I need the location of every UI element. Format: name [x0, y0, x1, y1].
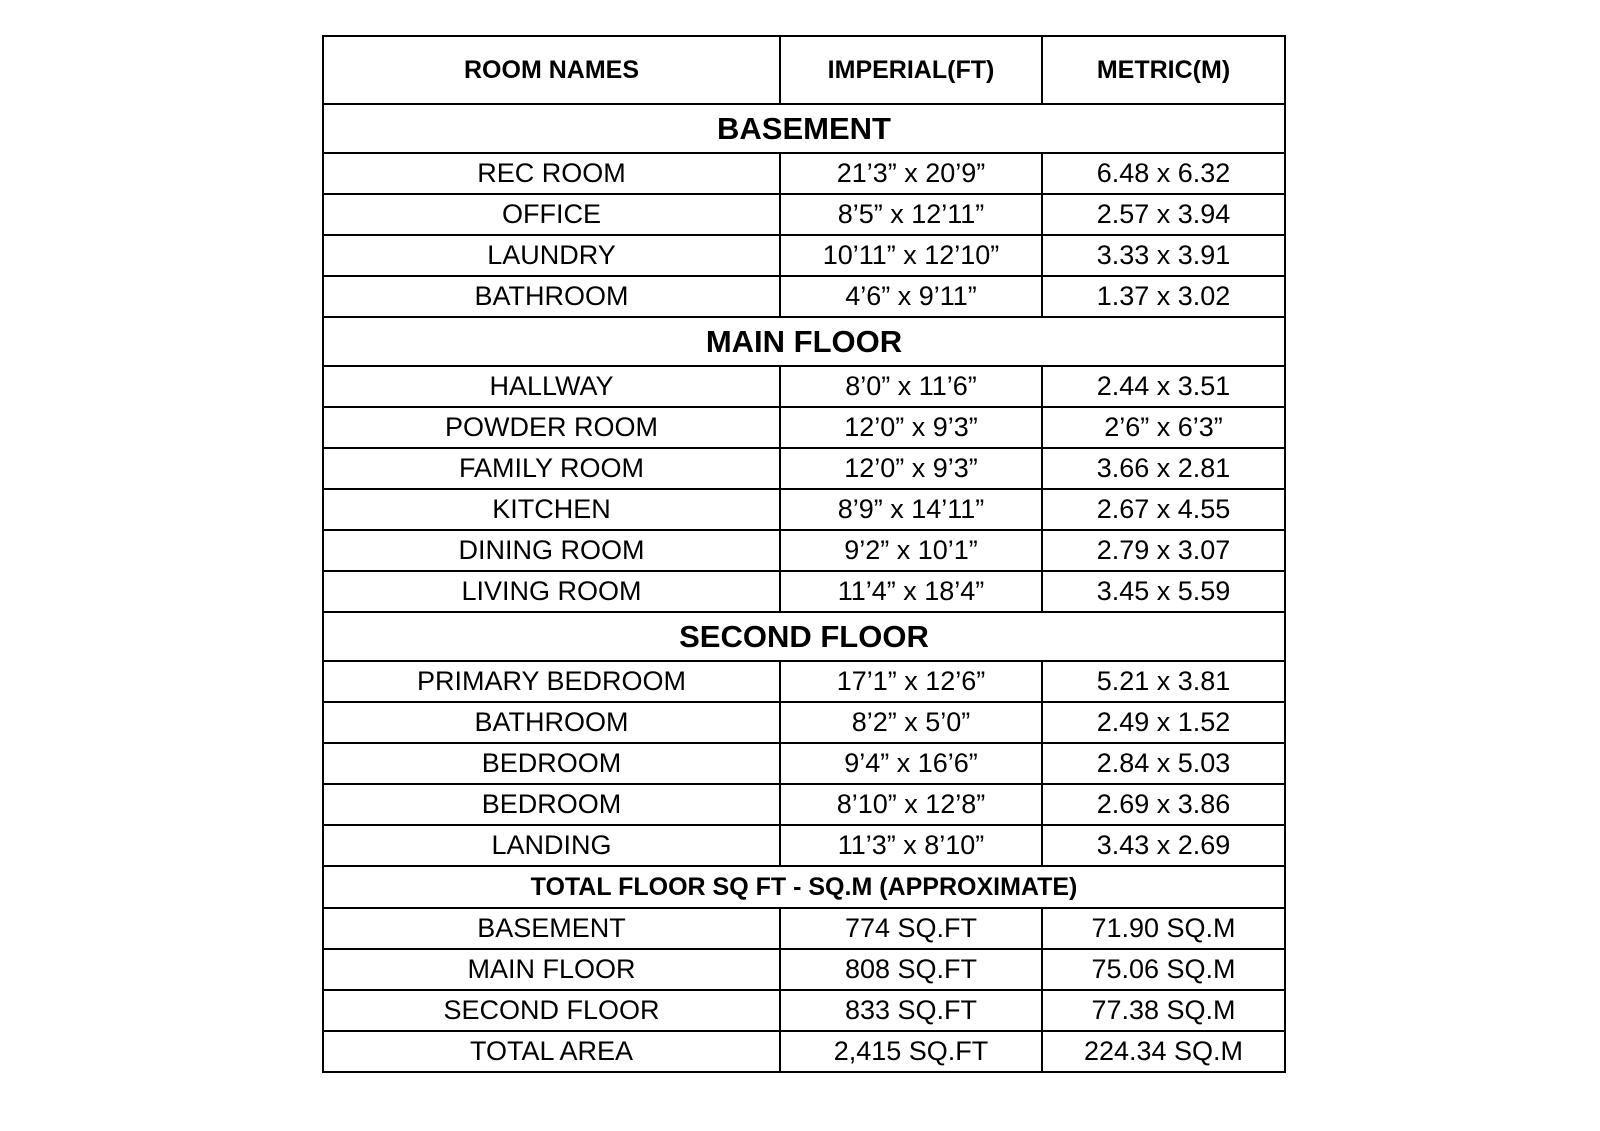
table-row — [323, 366, 1285, 407]
metric-value: 75.06 SQ.M — [1042, 949, 1285, 990]
imperial-value: 8’5” x 12’11” — [780, 194, 1042, 235]
metric-value: 224.34 SQ.M — [1042, 1031, 1285, 1072]
header-metric: METRIC(M) — [1042, 36, 1285, 104]
metric-value: 2.44 x 3.51 — [1042, 366, 1285, 407]
section-header-main-floor — [323, 317, 1285, 366]
metric-value: 1.37 x 3.02 — [1042, 276, 1285, 317]
metric-value: 77.38 SQ.M — [1042, 990, 1285, 1031]
room-name: LANDING — [323, 825, 780, 866]
metric-value: 2’6” x 6’3” — [1042, 407, 1285, 448]
metric-value: 3.45 x 5.59 — [1042, 571, 1285, 612]
table-row — [323, 530, 1285, 571]
room-name: REC ROOM — [323, 153, 780, 194]
metric-value: 2.79 x 3.07 — [1042, 530, 1285, 571]
imperial-value: 17’1” x 12’6” — [780, 661, 1042, 702]
metric-value: 3.66 x 2.81 — [1042, 448, 1285, 489]
imperial-value: 12’0” x 9’3” — [780, 448, 1042, 489]
room-name: OFFICE — [323, 194, 780, 235]
imperial-value: 21’3” x 20’9” — [780, 153, 1042, 194]
room-name: FAMILY ROOM — [323, 448, 780, 489]
header-imperial: IMPERIAL(FT) — [780, 36, 1042, 104]
section-header-second-floor — [323, 612, 1285, 661]
room-name: BATHROOM — [323, 702, 780, 743]
floor-name: BASEMENT — [323, 908, 780, 949]
table-row — [323, 571, 1285, 612]
room-name: POWDER ROOM — [323, 407, 780, 448]
metric-value: 3.33 x 3.91 — [1042, 235, 1285, 276]
imperial-value: 774 SQ.FT — [780, 908, 1042, 949]
imperial-value: 833 SQ.FT — [780, 990, 1042, 1031]
table-row — [323, 235, 1285, 276]
room-name: LAUNDRY — [323, 235, 780, 276]
section-title: MAIN FLOOR — [323, 317, 1285, 366]
room-name: PRIMARY BEDROOM — [323, 661, 780, 702]
table-row — [323, 702, 1285, 743]
header-row — [323, 36, 1285, 104]
metric-value: 71.90 SQ.M — [1042, 908, 1285, 949]
room-dimensions-table — [322, 35, 1286, 1073]
section-header-totals — [323, 866, 1285, 908]
table-row — [323, 743, 1285, 784]
header-room-names: ROOM NAMES — [323, 36, 780, 104]
room-name: HALLWAY — [323, 366, 780, 407]
imperial-value: 808 SQ.FT — [780, 949, 1042, 990]
floor-name: MAIN FLOOR — [323, 949, 780, 990]
imperial-value: 10’11” x 12’10” — [780, 235, 1042, 276]
metric-value: 2.57 x 3.94 — [1042, 194, 1285, 235]
imperial-value: 2,415 SQ.FT — [780, 1031, 1042, 1072]
imperial-value: 11’3” x 8’10” — [780, 825, 1042, 866]
floor-name: TOTAL AREA — [323, 1031, 780, 1072]
imperial-value: 8’0” x 11’6” — [780, 366, 1042, 407]
table-row — [323, 153, 1285, 194]
imperial-value: 9’2” x 10’1” — [780, 530, 1042, 571]
imperial-value: 8’2” x 5’0” — [780, 702, 1042, 743]
table-row — [323, 448, 1285, 489]
table-row — [323, 784, 1285, 825]
imperial-value: 11’4” x 18’4” — [780, 571, 1042, 612]
room-name: BEDROOM — [323, 784, 780, 825]
table-row — [323, 407, 1285, 448]
room-name: DINING ROOM — [323, 530, 780, 571]
section-title: SECOND FLOOR — [323, 612, 1285, 661]
table-row — [323, 276, 1285, 317]
table-row — [323, 990, 1285, 1031]
section-title: BASEMENT — [323, 104, 1285, 153]
room-name: LIVING ROOM — [323, 571, 780, 612]
imperial-value: 9’4” x 16’6” — [780, 743, 1042, 784]
imperial-value: 8’10” x 12’8” — [780, 784, 1042, 825]
metric-value: 6.48 x 6.32 — [1042, 153, 1285, 194]
metric-value: 2.84 x 5.03 — [1042, 743, 1285, 784]
table-row — [323, 489, 1285, 530]
imperial-value: 8’9” x 14’11” — [780, 489, 1042, 530]
table-row — [323, 661, 1285, 702]
room-name: BEDROOM — [323, 743, 780, 784]
section-header-basement — [323, 104, 1285, 153]
table-row — [323, 908, 1285, 949]
table-row — [323, 1031, 1285, 1072]
imperial-value: 12’0” x 9’3” — [780, 407, 1042, 448]
table-row — [323, 825, 1285, 866]
table-row — [323, 194, 1285, 235]
table-row — [323, 949, 1285, 990]
metric-value: 2.69 x 3.86 — [1042, 784, 1285, 825]
imperial-value: 4’6” x 9’11” — [780, 276, 1042, 317]
section-title: TOTAL FLOOR SQ FT - SQ.M (APPROXIMATE) — [323, 866, 1285, 908]
room-name: KITCHEN — [323, 489, 780, 530]
metric-value: 2.67 x 4.55 — [1042, 489, 1285, 530]
floor-name: SECOND FLOOR — [323, 990, 780, 1031]
metric-value: 5.21 x 3.81 — [1042, 661, 1285, 702]
metric-value: 3.43 x 2.69 — [1042, 825, 1285, 866]
room-name: BATHROOM — [323, 276, 780, 317]
metric-value: 2.49 x 1.52 — [1042, 702, 1285, 743]
